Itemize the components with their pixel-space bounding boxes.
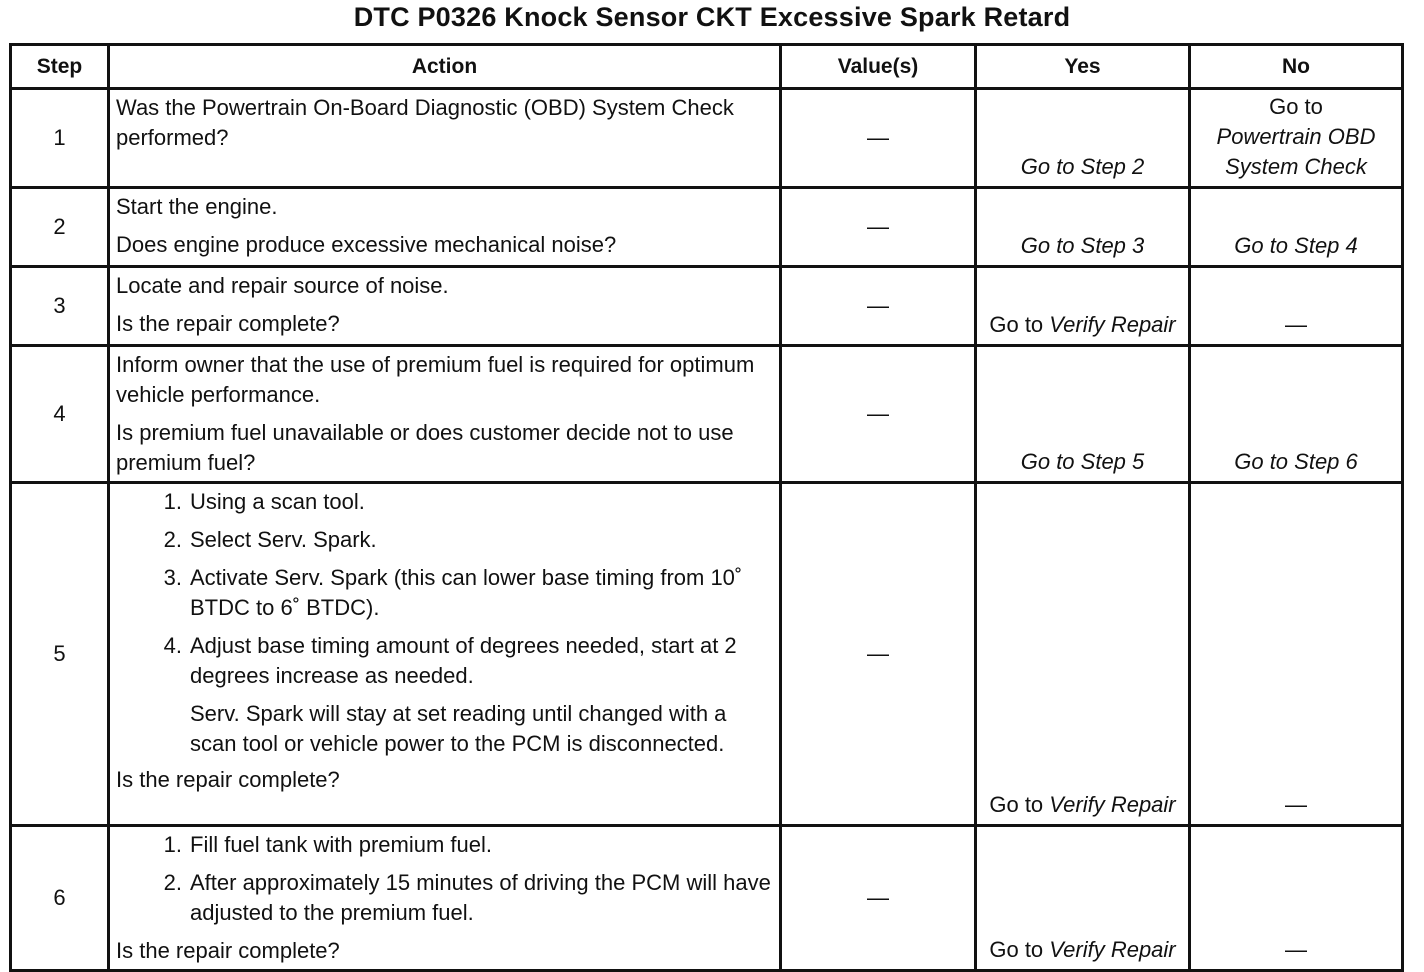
yes-link-prefix: Go to Verify Repair [989,937,1176,962]
header-step: Step [11,45,109,89]
yes-cell [976,267,1190,346]
document-title: DTC P0326 Knock Sensor CKT Excessive Spark Retard [353,2,1071,32]
no-cell [1190,346,1403,483]
step-number: 6 [11,826,109,971]
table-row [11,89,1403,188]
no-link: Powertrain OBD System Check [1216,124,1376,179]
yes-cell [976,89,1190,188]
yes-link: Verify Repair [1049,792,1176,817]
step-number: 2 [11,188,109,267]
header-values: Value(s) [781,45,976,89]
step-number: 5 [11,483,109,826]
no-cell: — [1190,826,1403,971]
yes-link-prefix: Go to Verify Repair [989,792,1176,817]
header-yes: Yes [976,45,1190,89]
step-number: 3 [11,267,109,346]
table-row [11,267,1403,346]
yes-cell [976,826,1190,971]
action-cell [109,826,781,971]
action-question: Does engine produce excessive mechanical noise? [116,232,617,257]
list-item: 1. Fill fuel tank with premium fuel. [163,832,492,857]
action-question: Is the repair complete? [116,938,340,963]
value-cell: — [781,346,976,483]
value-cell: — [781,188,976,267]
value-cell: — [781,89,976,188]
yes-cell [976,483,1190,826]
list-item: 2. Select Serv. Spark. [163,527,377,552]
table-row [11,188,1403,267]
no-cell [1190,89,1403,188]
yes-cell [976,346,1190,483]
action-text: Locate and repair source of noise. [116,273,449,298]
list-item: 1. Using a scan tool. [163,489,365,514]
action-text: Inform owner that the use of premium fuel is required for optimum vehicle performance. [116,352,755,407]
procedure-note: Serv. Spark will stay at set reading until changed with a scan tool or vehicle power to the PCM is disconnected. [190,701,727,756]
action-cell [109,188,781,267]
action-cell [109,89,781,188]
yes-link: Go to Step 2 [1020,154,1145,179]
action-question: Is the repair complete? [116,311,340,336]
action-text: Start the engine. [116,194,278,219]
header-action: Action [109,45,781,89]
action-cell [109,267,781,346]
list-item: 3. Activate Serv. Spark (this can lower base timing from 10˚ BTDC to 6˚ BTDC). [163,565,743,620]
value-cell: — [781,826,976,971]
yes-link: Verify Repair [1049,937,1176,962]
no-cell: — [1190,483,1403,826]
procedure-list [116,487,773,691]
yes-link-prefix: Go to [989,312,1044,337]
action-cell [109,483,781,826]
action-text: Was the Powertrain On-Board Diagnostic (OBD) System Check performed? [116,95,734,150]
header-no: No [1190,45,1403,89]
step-number: 4 [11,346,109,483]
procedure-list [116,830,773,928]
yes-link: Go to Step 3 [1020,233,1145,258]
action-cell [109,346,781,483]
diagnostic-table [9,43,1404,972]
no-cell [1190,188,1403,267]
list-item: 2. After approximately 15 minutes of driving the PCM will have adjusted to the premium fuel. [163,870,771,925]
header-row [11,45,1403,89]
value-cell: — [781,267,976,346]
yes-link: Go to Step 5 [1020,449,1145,474]
action-question: Is the repair complete? [116,767,340,792]
action-question: Is premium fuel unavailable or does customer decide not to use premium fuel? [116,420,734,475]
list-item: 4. Adjust base timing amount of degrees needed, start at 2 degrees increase as needed. [163,633,737,688]
no-cell: — [1190,267,1403,346]
table-row [11,346,1403,483]
table-row [11,483,1403,826]
no-link: Go to Step 4 [1234,233,1358,258]
yes-cell [976,188,1190,267]
no-link: Go to Step 6 [1234,449,1358,474]
table-row [11,826,1403,971]
no-link-prefix: Go to [1269,94,1323,119]
value-cell: — [781,483,976,826]
step-number: 1 [11,89,109,188]
yes-link: Verify Repair [1049,312,1176,337]
